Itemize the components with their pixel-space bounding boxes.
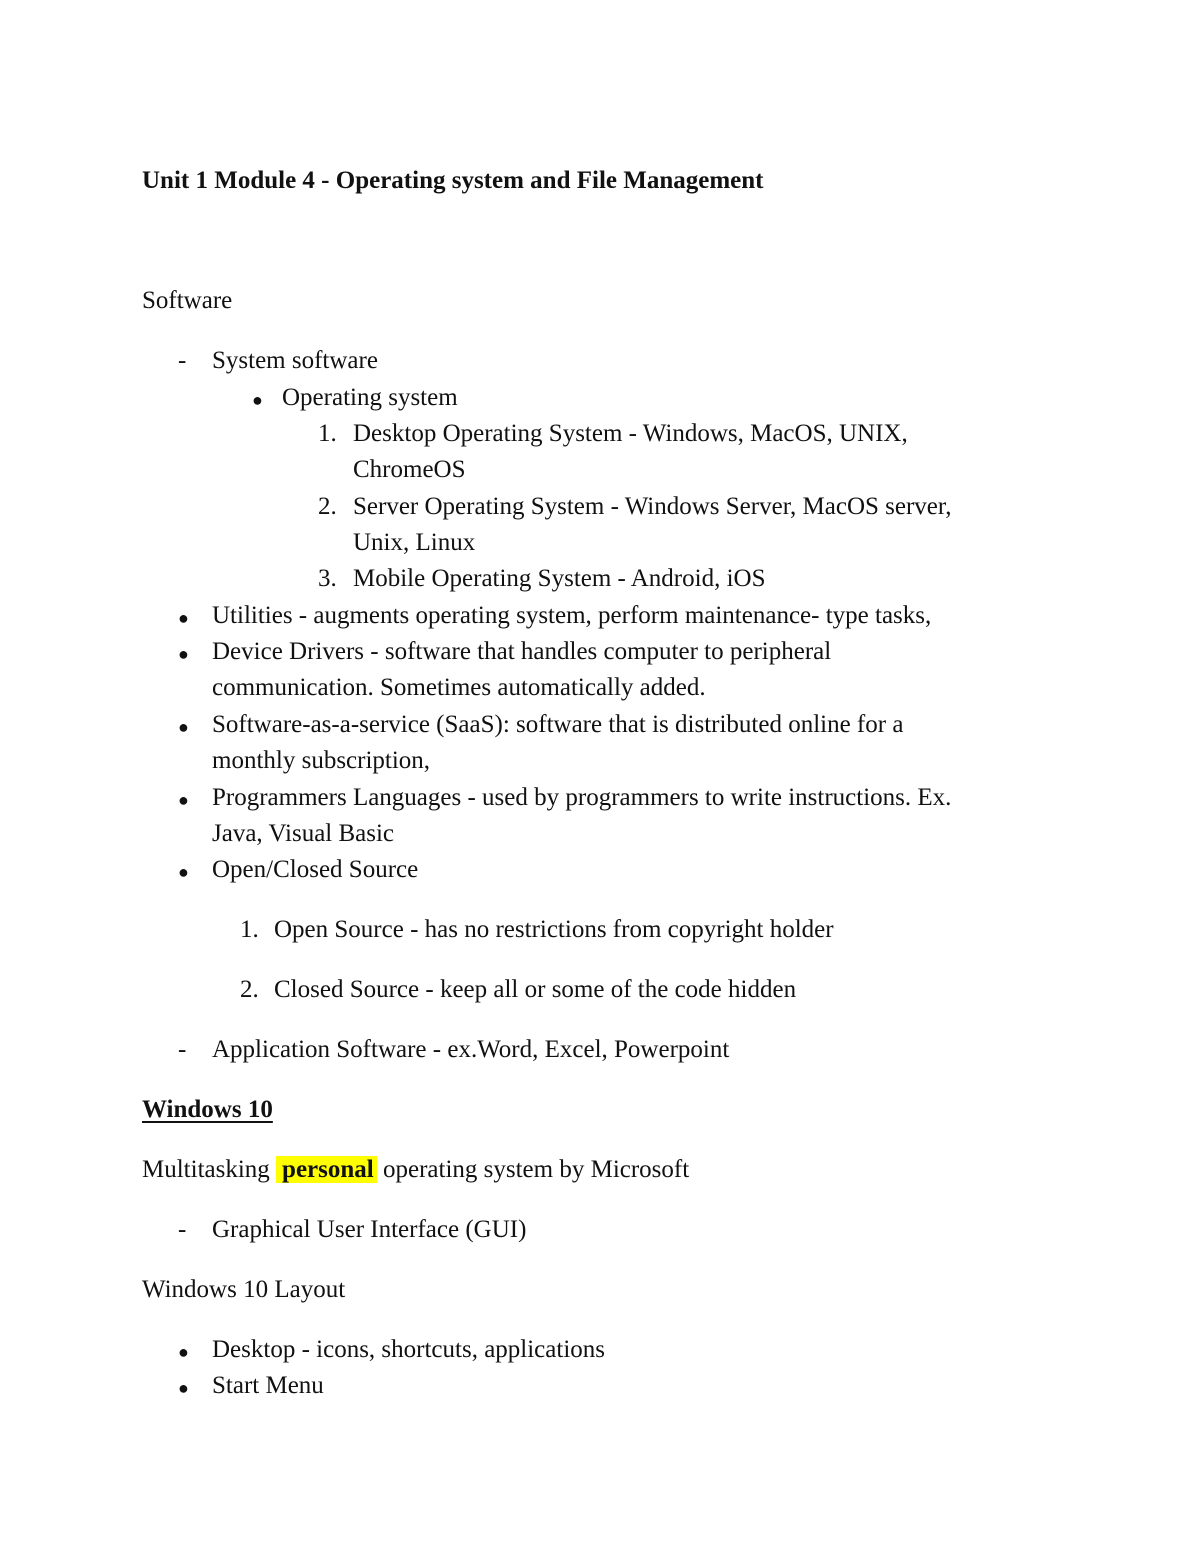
desc-prefix: Multitasking bbox=[142, 1156, 270, 1183]
list-item-open-closed-source: Open/Closed Source bbox=[212, 856, 419, 883]
application-software-item: Application Software - ex.Word, Excel, Powerpoint bbox=[212, 1036, 730, 1063]
list-number: 2. bbox=[240, 976, 259, 1003]
list-item-programming-languages: Programmers Languages - used by programmers to write instructions. Ex. bbox=[212, 784, 952, 811]
list-number: 1. bbox=[240, 916, 259, 943]
bullet-icon: ● bbox=[178, 717, 189, 737]
os-type-mobile: Mobile Operating System - Android, iOS bbox=[353, 565, 766, 592]
list-item-utilities: Utilities - augments operating system, perform maintenance- type tasks, bbox=[212, 602, 932, 629]
os-type-desktop: Desktop Operating System - Windows, MacOS, UNIX, bbox=[353, 420, 908, 447]
windows10-heading: Windows 10 bbox=[142, 1096, 273, 1123]
windows10-description bbox=[142, 1155, 689, 1185]
bullet-icon: ● bbox=[178, 1342, 189, 1362]
page-title: Unit 1 Module 4 - Operating system and File Management bbox=[142, 167, 764, 194]
desc-suffix: operating system by Microsoft bbox=[382, 1156, 690, 1183]
system-software-item: System software bbox=[212, 347, 378, 374]
list-item-saas-cont: monthly subscription, bbox=[212, 747, 431, 774]
bullet-icon: ● bbox=[178, 644, 189, 664]
list-item-saas: Software-as-a-service (SaaS): software that is distributed online for a bbox=[212, 711, 904, 738]
dash-marker: - bbox=[178, 1036, 187, 1063]
software-heading: Software bbox=[142, 287, 233, 314]
bullet-icon: ● bbox=[178, 1378, 189, 1398]
layout-item-start-menu: Start Menu bbox=[212, 1372, 324, 1399]
bullet-icon: ● bbox=[178, 608, 189, 628]
os-type-server: Server Operating System - Windows Server, MacOS server, bbox=[353, 493, 952, 520]
os-type-server-cont: Unix, Linux bbox=[353, 529, 476, 556]
dash-marker: - bbox=[178, 1216, 187, 1243]
list-item-device-drivers: Device Drivers - software that handles computer to peripheral bbox=[212, 638, 832, 665]
list-number: 3. bbox=[318, 565, 337, 592]
source-type-closed: Closed Source - keep all or some of the code hidden bbox=[274, 976, 797, 1003]
layout-item-desktop: Desktop - icons, shortcuts, applications bbox=[212, 1336, 605, 1363]
source-type-open: Open Source - has no restrictions from copyright holder bbox=[274, 916, 834, 943]
list-item-device-drivers-cont: communication. Sometimes automatically added. bbox=[212, 674, 706, 701]
list-number: 2. bbox=[318, 493, 337, 520]
os-type-desktop-cont: ChromeOS bbox=[353, 456, 466, 483]
operating-system-item: Operating system bbox=[282, 384, 458, 411]
list-number: 1. bbox=[318, 420, 337, 447]
bullet-icon: ● bbox=[178, 790, 189, 810]
gui-item: Graphical User Interface (GUI) bbox=[212, 1216, 527, 1243]
bullet-icon: ● bbox=[178, 862, 189, 882]
list-item-programming-languages-cont: Java, Visual Basic bbox=[212, 820, 395, 847]
layout-heading: Windows 10 Layout bbox=[142, 1276, 346, 1303]
dash-marker: - bbox=[178, 347, 187, 374]
highlighted-word: personal bbox=[276, 1156, 377, 1183]
bullet-icon: ● bbox=[252, 390, 263, 410]
